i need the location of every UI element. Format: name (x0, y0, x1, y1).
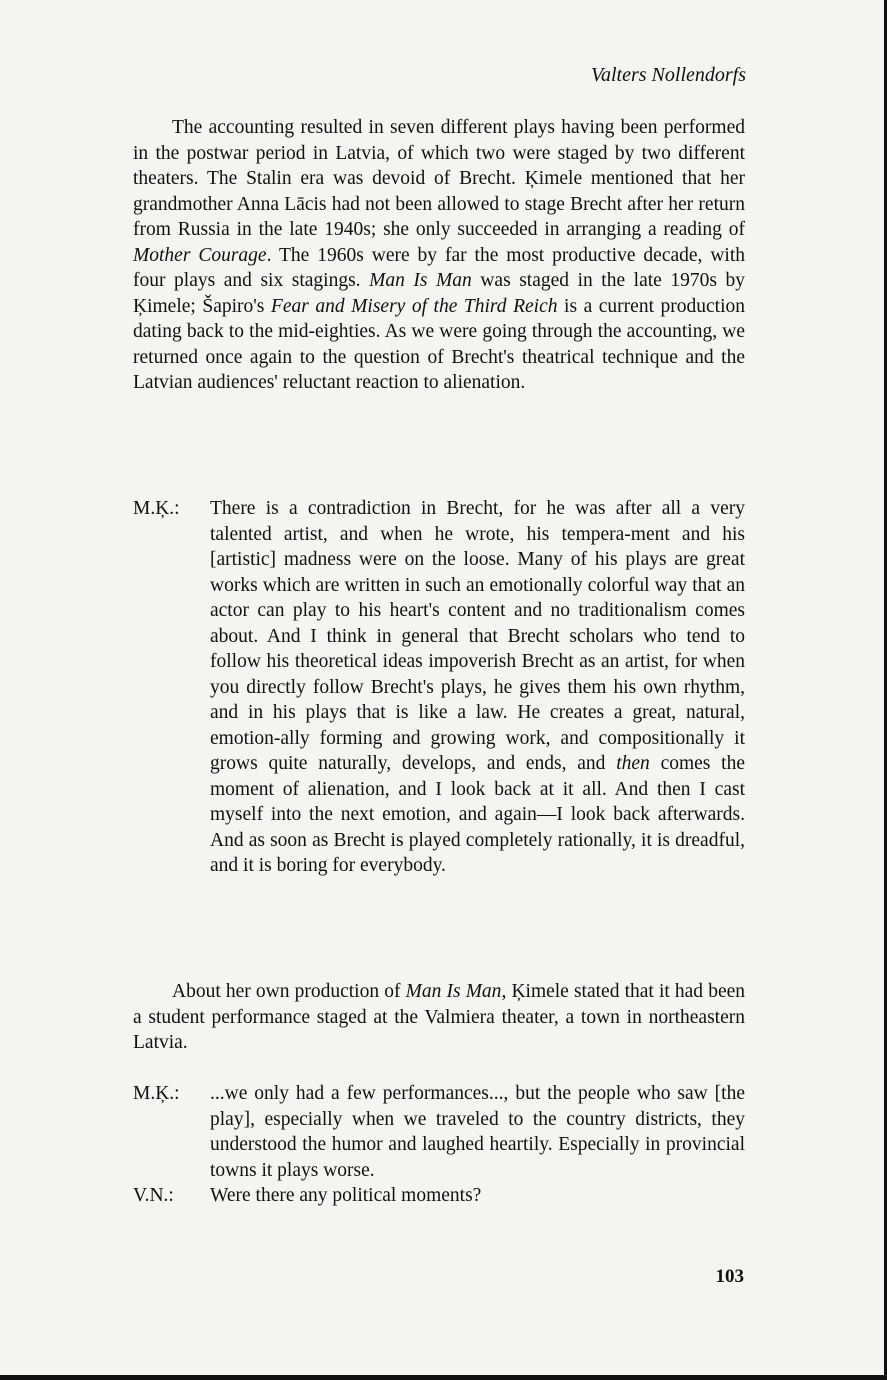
speech-text: ...we only had a few performances..., but the people who saw [the play], especially when we traveled to the country districts, they understood the humor and laughed heartily. Especially in provincial towns it plays worse. (210, 1083, 745, 1181)
page-number: 103 (715, 1266, 744, 1287)
title-man-is-man: Man Is Man (369, 270, 472, 291)
emphasis-then: then (616, 753, 650, 774)
interview-exchange-1 (133, 496, 745, 879)
dialog-turn (133, 496, 745, 879)
title-mother-courage: Mother Courage (133, 244, 267, 266)
dialog-turn (133, 1183, 745, 1209)
paragraph-accounting: The accounting resulted in seven different plays having been performed in the postwar period in Latvia, of which two were staged by two different theaters. The Stalin era was devoid of Brecht. Ķimele mentioned that her grandmother Anna Lācis had not been allowed to stage Brecht after her return from Russia in the late 1940s; she only succeeded in arranging a reading of Mother Courage. The 1960s were by far the most productive decade, with four plays and six stagings. Man Is Man was staged in the late 1970s by Ķimele; Šapiro's Fear and Misery of the Third Reich is a current production dating back to the mid-eighties. As we were going through the accounting, we returned once again to the question of Brecht's theatrical technique and the Latvian audiences' reluctant reaction to alienation. (133, 117, 746, 393)
speaker-label: V.N.: (133, 1185, 174, 1206)
title-fear-and-misery: Fear and Misery of the Third Reich (270, 295, 558, 317)
dialog-turn (133, 1081, 745, 1183)
speaker-label: M.Ķ.: (133, 498, 180, 519)
running-head: Valters Nollendorfs (590, 64, 746, 86)
paragraph-man-is-man: About her own production of Man Is Man, Ķimele stated that it had been a student performance staged at the Valmiera theater, a town in northeastern Latvia. (133, 981, 745, 1053)
speech-text: Were there any political moments? (210, 1185, 482, 1206)
speaker-label: M.Ķ.: (133, 1083, 180, 1104)
interview-exchange-2 (133, 1081, 745, 1209)
speech-text: There is a contradiction in Brecht, for he was after all a very talented artist, and when he wrote, his tempera-ment and his [artistic] madness were on the loose. Many of his plays are great works which are written in such an emotionally colorful way that an actor can play to his heart's content and no traditionalism comes about. And I think in general that Brecht scholars who tend to follow his theoretical ideas impoverish Brecht as an artist, for when you directly follow Brecht's plays, he gives them his own rhythm, and in his plays that is like a law. He creates a great, natural, emotion-ally forming and growing work, and compositionally it grows quite naturally, develops, and ends, and then comes the moment of alienation, and I look back at it all. And then I cast myself into the next emotion, and again—I look back afterwards. And as soon as Brecht is played completely rationally, it is dreadful, and it is boring for everybody. (210, 498, 745, 876)
title-man-is-man: Man Is Man (405, 981, 502, 1002)
